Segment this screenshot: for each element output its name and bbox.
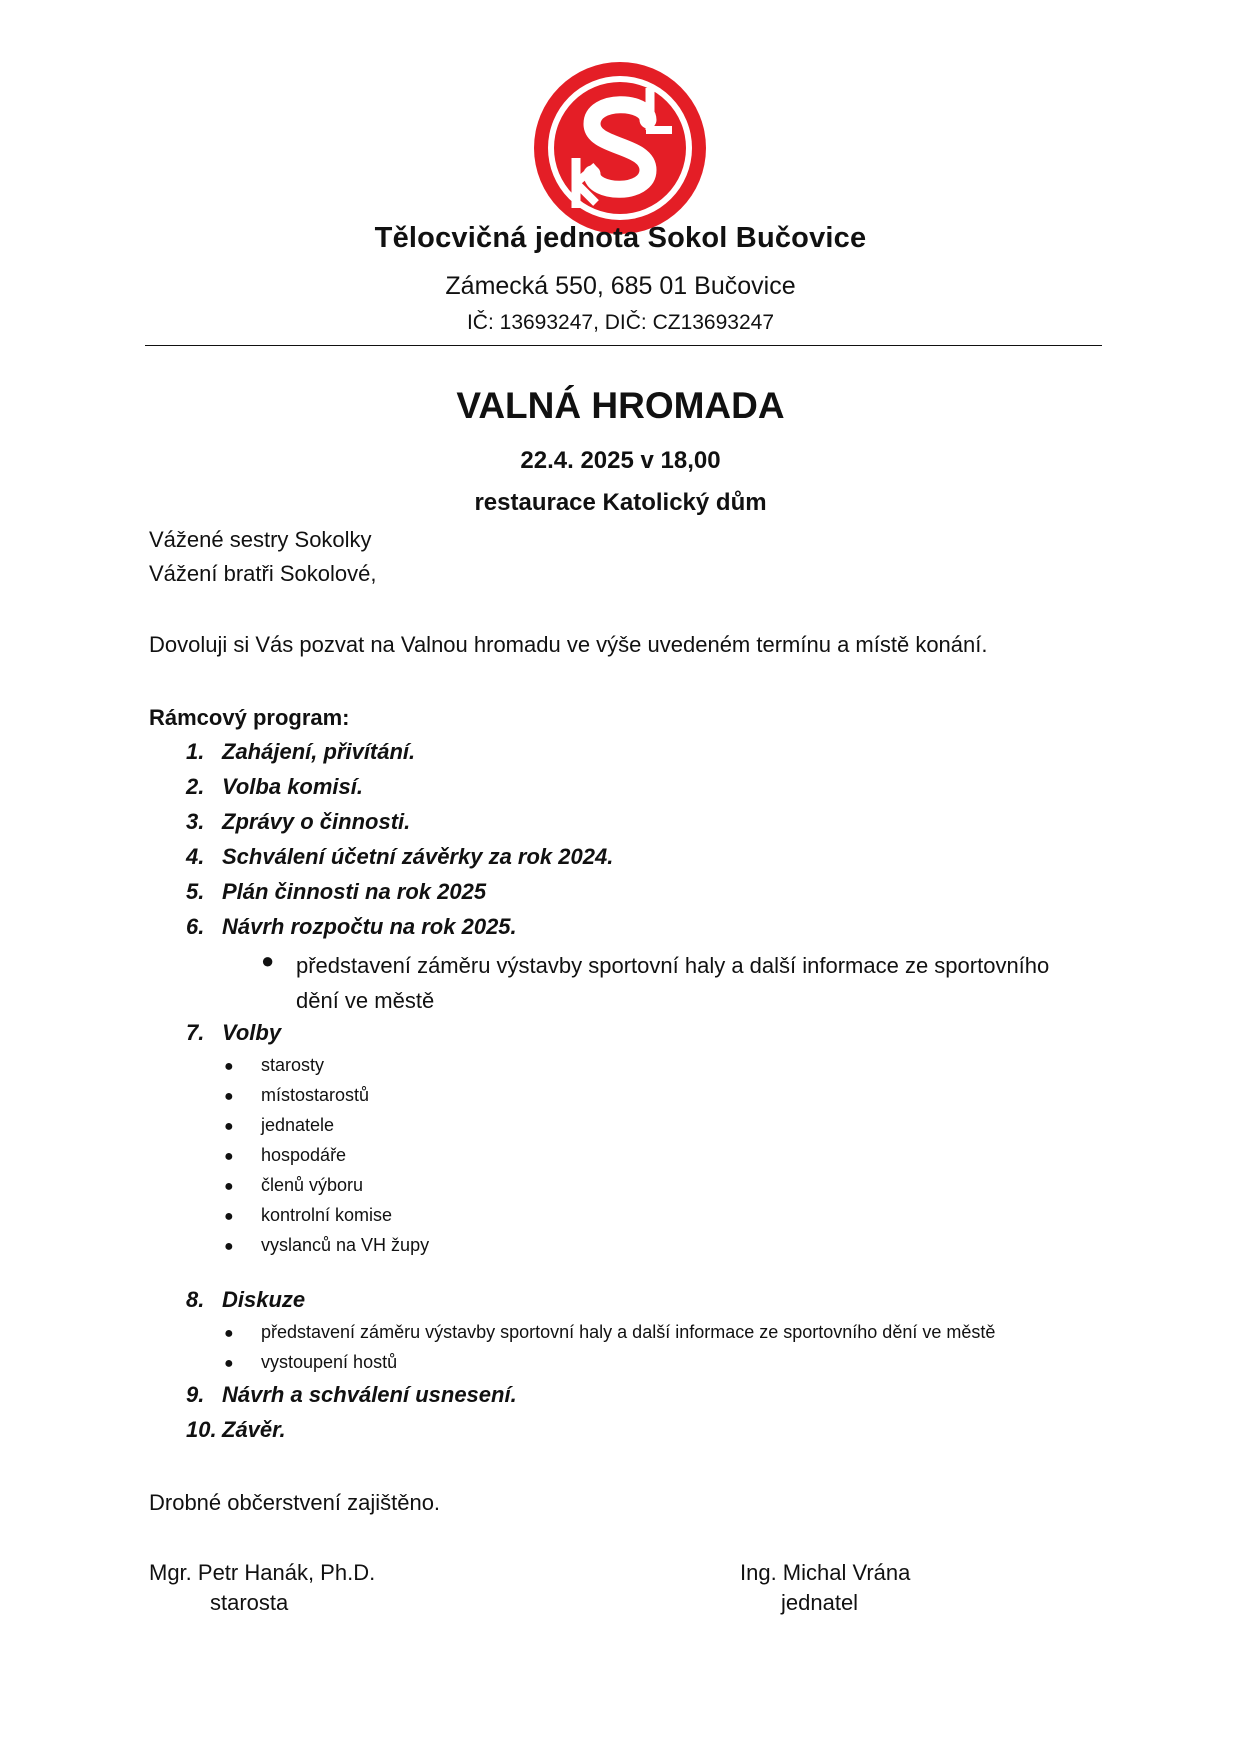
program-item: 6. Návrh rozpočtu na rok 2025. — [186, 914, 517, 939]
list-item: ● členů výboru — [224, 1175, 364, 1195]
list-item: ● kontrolní komise — [224, 1205, 393, 1225]
bullet-icon: ● — [224, 1238, 234, 1255]
org-address: Zámecká 550, 685 01 Bučovice — [445, 272, 796, 300]
org-name: Tělocvičná jednota Sokol Bučovice — [374, 222, 867, 254]
bullet-icon: ● — [224, 1118, 234, 1135]
greeting-line-1: Vážené sestry Sokolky — [149, 527, 372, 552]
refreshments-note: Drobné občerstvení zajištěno. — [149, 1490, 441, 1515]
event-venue: restaurace Katolický dům — [474, 489, 767, 516]
bullet-icon: ● — [261, 948, 275, 973]
program-item: 1. Zahájení, přivítání. — [186, 739, 416, 764]
program-item: 8. Diskuze — [186, 1287, 306, 1312]
invitation-text: Dovoluji si Vás pozvat na Valnou hromadu ve výše uvedeném termínu a místě konání. — [149, 632, 988, 657]
greeting-line-2: Vážení bratři Sokolové, — [149, 561, 377, 586]
sokol-logo — [530, 58, 710, 238]
list-item: ● představení záměru výstavby sportovní haly a další informace ze sportovního dění ve městě — [224, 1322, 996, 1342]
list-item: ● místostarostů — [224, 1085, 370, 1105]
program-item: 7. Volby — [186, 1020, 282, 1045]
program-item: 4. Schválení účetní závěrky za rok 2024. — [186, 844, 614, 869]
list-item: ● hospodáře — [224, 1145, 347, 1165]
program-item: 5. Plán činnosti na rok 2025 — [186, 879, 487, 904]
program-heading: Rámcový program: — [149, 705, 350, 730]
signature-left-role: starosta — [210, 1590, 289, 1615]
signature-right-role: jednatel — [781, 1590, 859, 1615]
list-item: ● vyslanců na VH župy — [224, 1235, 430, 1255]
list-item: ● vystoupení hostů — [224, 1352, 398, 1372]
bullet-icon: ● — [224, 1058, 234, 1075]
header-divider — [145, 345, 1102, 346]
bullet-icon: ● — [224, 1325, 234, 1342]
signature-right-name: Ing. Michal Vrána — [740, 1560, 911, 1585]
program-item: 3. Zprávy o činnosti. — [186, 809, 411, 834]
list-item: ● jednatele — [224, 1115, 335, 1135]
event-date-time: 22.4. 2025 v 18,00 — [520, 447, 721, 474]
bullet-icon: ● — [224, 1148, 234, 1165]
list-item: ● starosty — [224, 1055, 325, 1075]
bullet-icon: ● — [224, 1355, 234, 1372]
event-title: VALNÁ HROMADA — [456, 385, 785, 426]
bullet-icon: ● — [224, 1208, 234, 1225]
signature-left-name: Mgr. Petr Hanák, Ph.D. — [149, 1560, 376, 1585]
bullet-icon: ● — [224, 1088, 234, 1105]
program-item: 9. Návrh a schválení usnesení. — [186, 1382, 517, 1407]
org-ids: IČ: 13693247, DIČ: CZ13693247 — [466, 311, 775, 334]
program-item: 10. Závěr. — [186, 1417, 286, 1442]
bullet-icon: ● — [224, 1178, 234, 1195]
program-item: 2. Volba komisí. — [186, 774, 364, 799]
